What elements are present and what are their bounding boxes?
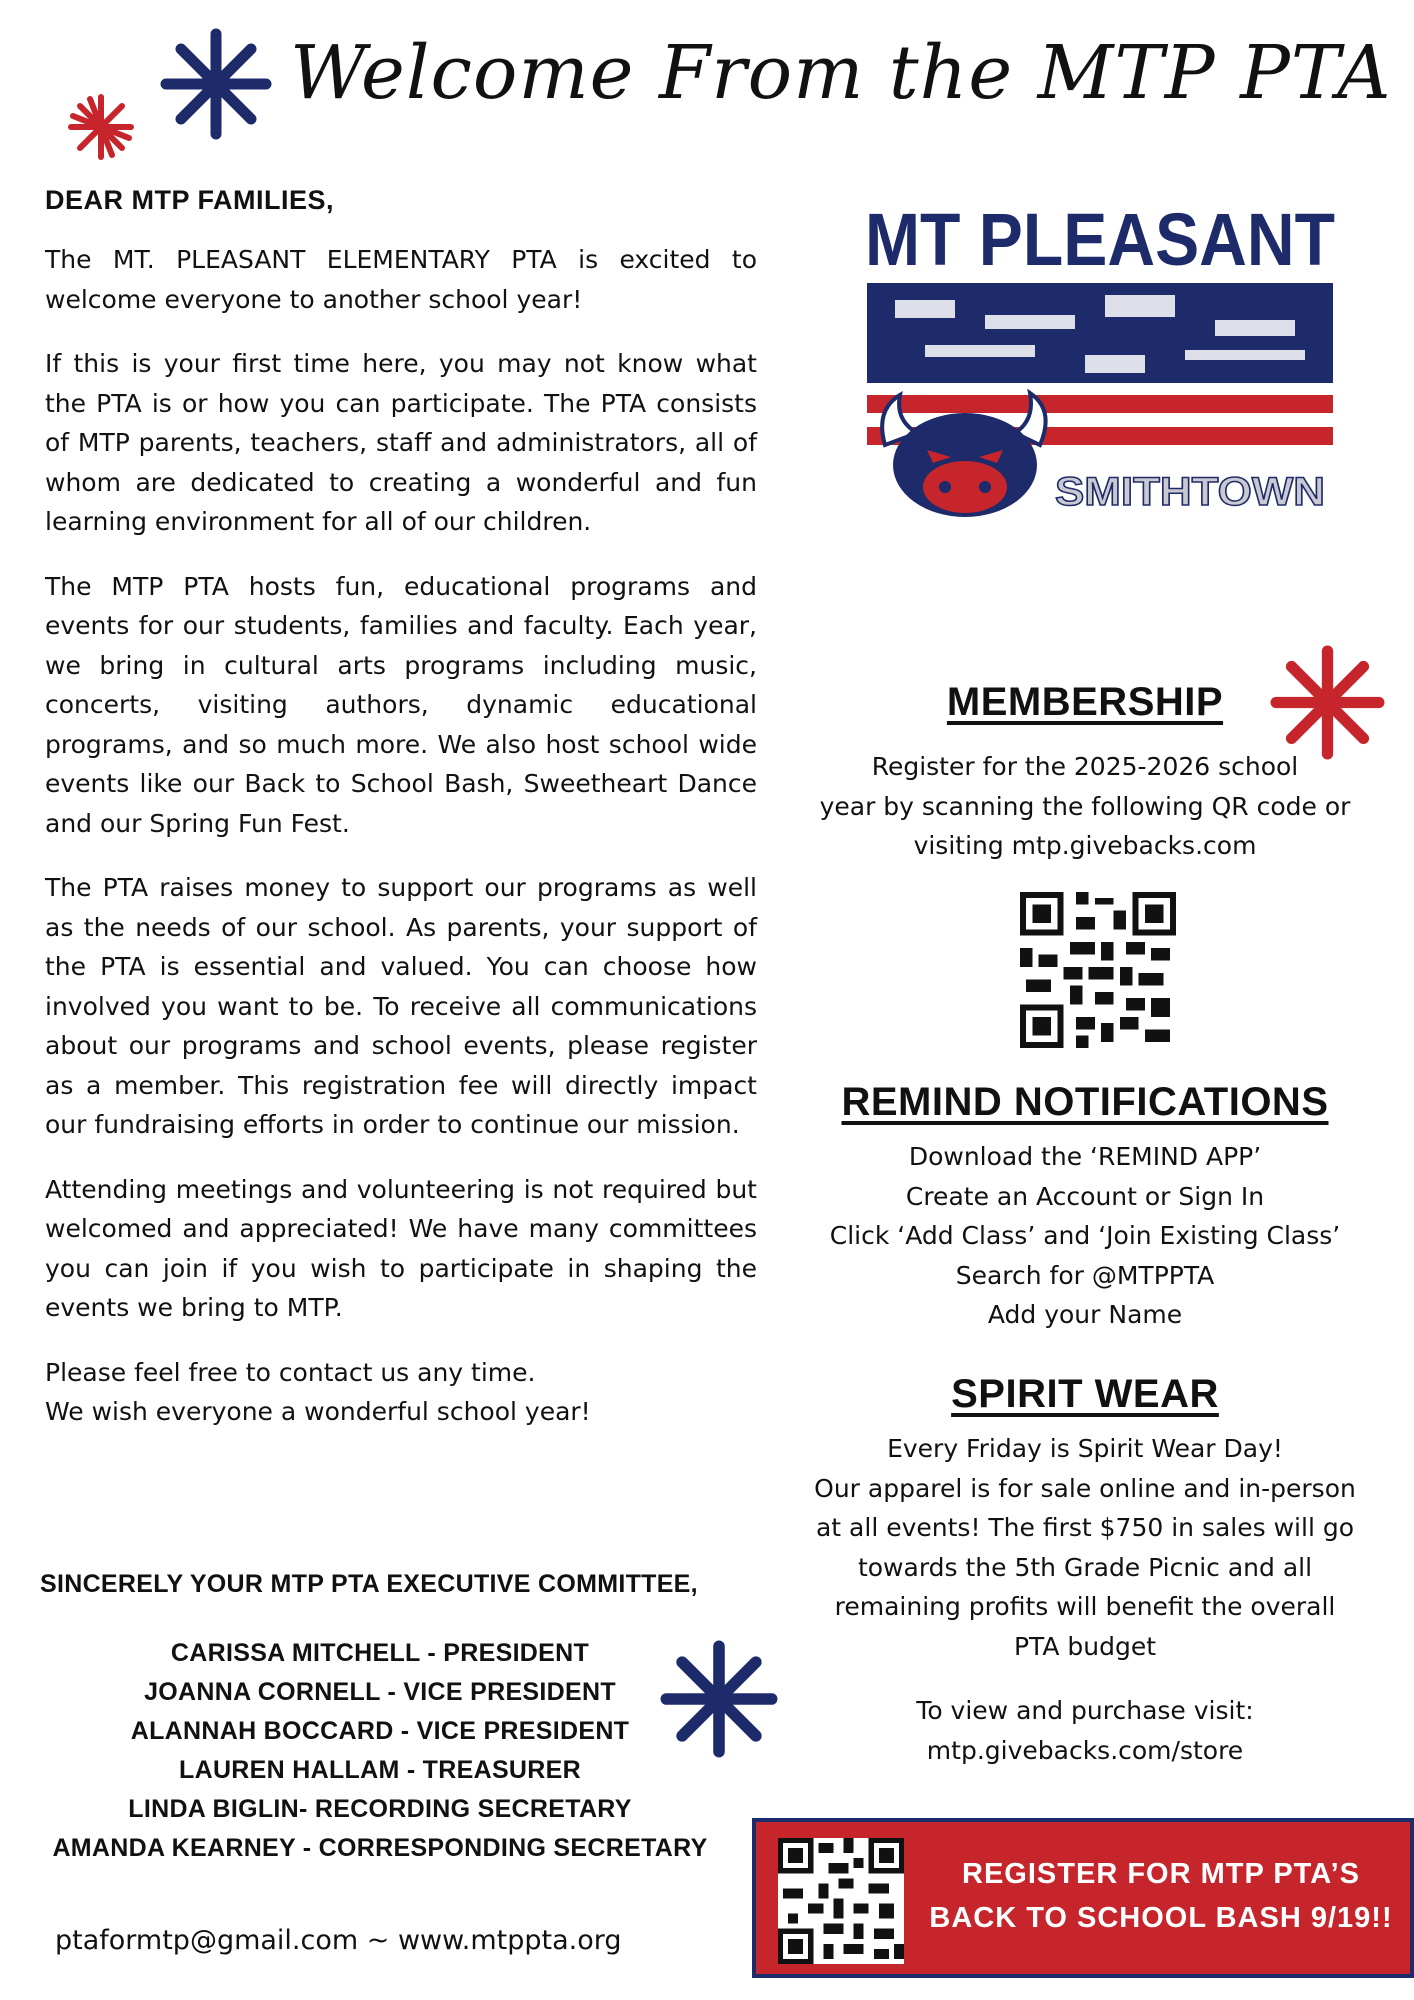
spirit-wear-line: Our apparel is for sale online and in-person [814,1473,1356,1503]
signoff: SINCERELY YOUR MTP PTA EXECUTIVE COMMITTEE, [40,1570,698,1598]
banner-text [926,1852,1396,1940]
back-to-school-banner[interactable] [752,1818,1414,1978]
banner-line: REGISTER FOR MTP PTA’S [962,1858,1360,1890]
spirit-wear-line: towards the 5th Grade Picnic and all [857,1552,1313,1582]
page-title: Welcome From the MTP PTA [290,30,1392,116]
bash-qr-code[interactable] [778,1838,904,1964]
remind-heading: REMIND NOTIFICATIONS [841,1080,1329,1124]
paragraph: If this is your first time here, you may not know what the PTA is or how you can participate. The PTA consists of MTP parents, teachers, staff and administrators, all of whom are dedicated to creating a wonderful and fun learning environment for all of our children. [45,349,757,536]
remind-section [775,1080,1395,1335]
committee-member: LAUREN HALLAM - TREASURER [179,1756,581,1784]
school-logo [855,195,1345,525]
remind-step: Search for @MTPPTA [955,1260,1215,1290]
red-star-icon [66,92,136,162]
paragraph: Attending meetings and volunteering is not required but welcomed and appreciated! We have many committees you can join if you wish to participate in shaping the events we bring to MTP. [45,1174,757,1322]
spirit-wear-heading: SPIRIT WEAR [951,1372,1219,1416]
closing-line: Please feel free to contact us any time. [45,1357,536,1387]
greeting: DEAR MTP FAMILIES, [45,185,335,215]
spirit-wear-line: PTA budget [1013,1631,1157,1661]
banner-line: BACK TO SCHOOL BASH 9/19!! [929,1902,1393,1934]
committee-list [30,1634,730,1868]
spirit-wear-section [775,1372,1395,1770]
contact-info: ptaformtp@gmail.com ~ www.mtppta.org [55,1925,622,1956]
committee-member: AMANDA KEARNEY - CORRESPONDING SECRETARY [52,1834,708,1862]
spirit-wear-line: at all events! The first $750 in sales will go [815,1513,1354,1542]
remind-step: Create an Account or Sign In [905,1181,1265,1211]
logo-top-text: MT PLEASANT [865,198,1335,281]
store-link[interactable]: mtp.givebacks.com/store [926,1735,1244,1765]
committee-member: LINDA BIGLIN- RECORDING SECRETARY [128,1795,632,1823]
paragraph: The PTA raises money to support our programs as well as the needs of our school. As parents, your support of the PTA is essential and valued. You can choose how involved you want to be. To receive all communications about our programs and school events, please register as a member. This registration fee will directly impact our fundraising efforts in order to continue our mission. [45,873,757,1139]
remind-step: Add your Name [987,1300,1183,1329]
paragraph: The MT. PLEASANT ELEMENTARY PTA is excited to welcome everyone to another school year! [45,245,757,314]
committee-member: ALANNAH BOCCARD - VICE PRESIDENT [130,1717,630,1745]
committee-member: JOANNA CORNELL - VICE PRESIDENT [144,1678,616,1706]
paragraph: The MTP PTA hosts fun, educational programs and events for our students, families and faculty. Each year, we bring in cultural arts programs including music, concerts, visiting authors, dynamic educational programs, and so much more. We also host school wide events like our Back to School Bash, Sweetheart Dance and our Spring Fun Fest. [45,571,757,838]
membership-qr-code[interactable] [1020,892,1176,1048]
spirit-wear-line: Every Friday is Spirit Wear Day! [887,1434,1283,1463]
remind-step: Download the ‘REMIND APP’ [908,1142,1262,1171]
committee-member: CARISSA MITCHELL - PRESIDENT [170,1639,590,1667]
membership-heading: MEMBERSHIP [946,680,1224,724]
remind-step: Click ‘Add Class’ and ‘Join Existing Class’ [829,1221,1341,1250]
membership-section [775,680,1395,866]
closing-line: We wish everyone a wonderful school year! [45,1397,591,1426]
letter-body [45,185,757,1496]
navy-star-icon [160,28,272,140]
logo-bottom-text: SMITHTOWN [1055,470,1325,514]
spirit-wear-line: remaining profits will benefit the overall [834,1592,1336,1621]
membership-line: visiting mtp.givebacks.com [913,831,1257,860]
membership-line: year by scanning the following QR code or [819,791,1351,821]
membership-line: Register for the 2025-2026 school [871,752,1299,781]
store-label: To view and purchase visit: [916,1696,1254,1725]
